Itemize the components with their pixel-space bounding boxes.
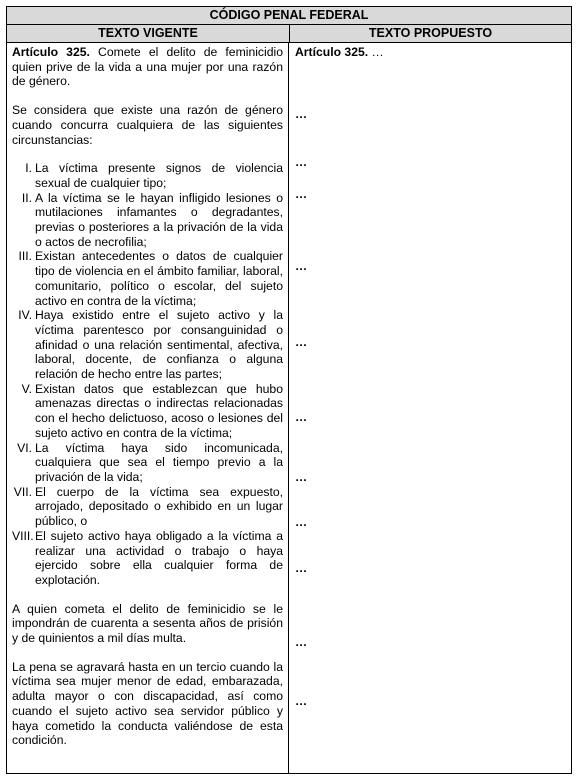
fraction-text: El cuerpo de la víctima sea expuesto, arrojado, depositado o exhibido en un lugar público, o: [35, 484, 283, 529]
fraction-text: El sujeto activo haya obligado a la víctima a realizar una actividad o trabajo o haya ejercido sobre ella cualquier forma de explotación.: [35, 528, 283, 587]
propuesto-ellipsis: …: [295, 515, 308, 529]
vigente-paragraph-aggravation: La pena se agravará hasta en un tercio cuando la víctima sea mujer menor de edad, embarazada, adulta mayor o con discapacidad, así como cuando el sujeto activo sea servidor público y haya cometido la conducta valiéndose de esta condición.: [12, 659, 283, 748]
propuesto-article-325: [295, 45, 384, 60]
fraction-number: VIII.: [12, 528, 34, 543]
propuesto-ellipsis: …: [295, 561, 308, 575]
vigente-column: [7, 43, 289, 773]
fraction-number: I.: [25, 161, 32, 176]
propuesto-article-label: Artículo 325.: [295, 45, 369, 59]
table-body-row: [7, 43, 571, 773]
propuesto-article-ellipsis: …: [368, 45, 384, 59]
fraction-text: Existan antecedentes o datos de cualquier tipo de violencia en el ámbito familiar, laboral, comunitario, político o escolar, del sujeto activo en contra de la víctima;: [35, 249, 283, 308]
comparison-table: [6, 6, 572, 774]
fraction-item: [12, 308, 283, 382]
fraction-item: [12, 529, 283, 588]
header-texto-vigente: TEXTO VIGENTE: [7, 25, 290, 42]
fraction-item: [12, 191, 283, 250]
fraction-text: La víctima haya sido incomunicada, cualquiera que sea el tiempo previo a la privación de la vida;: [35, 440, 283, 484]
fraction-text: Existan datos que establezcan que hubo amenazas directas o indirectas relacionadas con el hecho delictuoso, acoso o lesiones del sujeto activo en contra de la víctima;: [35, 381, 283, 440]
fraction-number: III.: [18, 249, 32, 264]
propuesto-column: [289, 43, 571, 773]
propuesto-ellipsis: …: [295, 410, 308, 424]
fraction-text: La víctima presente signos de violencia sexual de cualquier tipo;: [35, 161, 283, 190]
table-title: CÓDIGO PENAL FEDERAL: [7, 7, 571, 25]
fraction-number: VI.: [17, 440, 32, 455]
propuesto-ellipsis: …: [295, 335, 308, 349]
fraction-number: V.: [21, 381, 32, 396]
propuesto-ellipsis: …: [295, 107, 308, 121]
fraction-number: II.: [21, 190, 32, 205]
vigente-article-text: Comete el delito de feminicidio quien prive de la vida a una mujer por una razón de género.: [12, 45, 284, 89]
propuesto-ellipsis: …: [295, 259, 308, 273]
header-texto-propuesto: TEXTO PROPUESTO: [368, 26, 493, 40]
propuesto-ellipsis: …: [295, 155, 308, 169]
propuesto-ellipsis: …: [295, 187, 308, 201]
vigente-paragraph-penalty: A quien cometa el delito de feminicidio se le impondrán de cuarenta a sesenta años de prisión y de quinientos a mil días multa.: [12, 601, 283, 646]
vigente-article-label: Artículo 325.: [12, 45, 90, 59]
fraction-item: [12, 485, 283, 529]
vigente-paragraph-2: Se considera que existe una razón de género cuando concurra cualquiera de las siguientes circunstancias:: [12, 103, 283, 147]
fractions-list: [12, 161, 283, 587]
fraction-item: [12, 382, 283, 441]
propuesto-ellipsis: …: [295, 635, 308, 649]
table-header-row: [7, 25, 571, 43]
fraction-text: Haya existido entre el sujeto activo y la víctima parentesco por consanguinidad o afinidad o una relación sentimental, afectiva, laboral, docente, de confianza o alguna relación de hecho entre las partes;: [35, 308, 283, 382]
propuesto-ellipsis: …: [295, 470, 308, 484]
vigente-article-325: [12, 45, 283, 89]
fraction-text: A la víctima se le hayan infligido lesiones o mutilaciones infamantes o degradantes, previas o posteriores a la privación de la vida o actos de necrofilia;: [35, 190, 283, 249]
fraction-item: [12, 249, 283, 308]
fraction-number: IV.: [18, 308, 32, 323]
fraction-item: [12, 441, 283, 485]
fraction-number: VII.: [13, 484, 32, 499]
propuesto-ellipsis: …: [295, 694, 308, 708]
fraction-item: [12, 161, 283, 190]
